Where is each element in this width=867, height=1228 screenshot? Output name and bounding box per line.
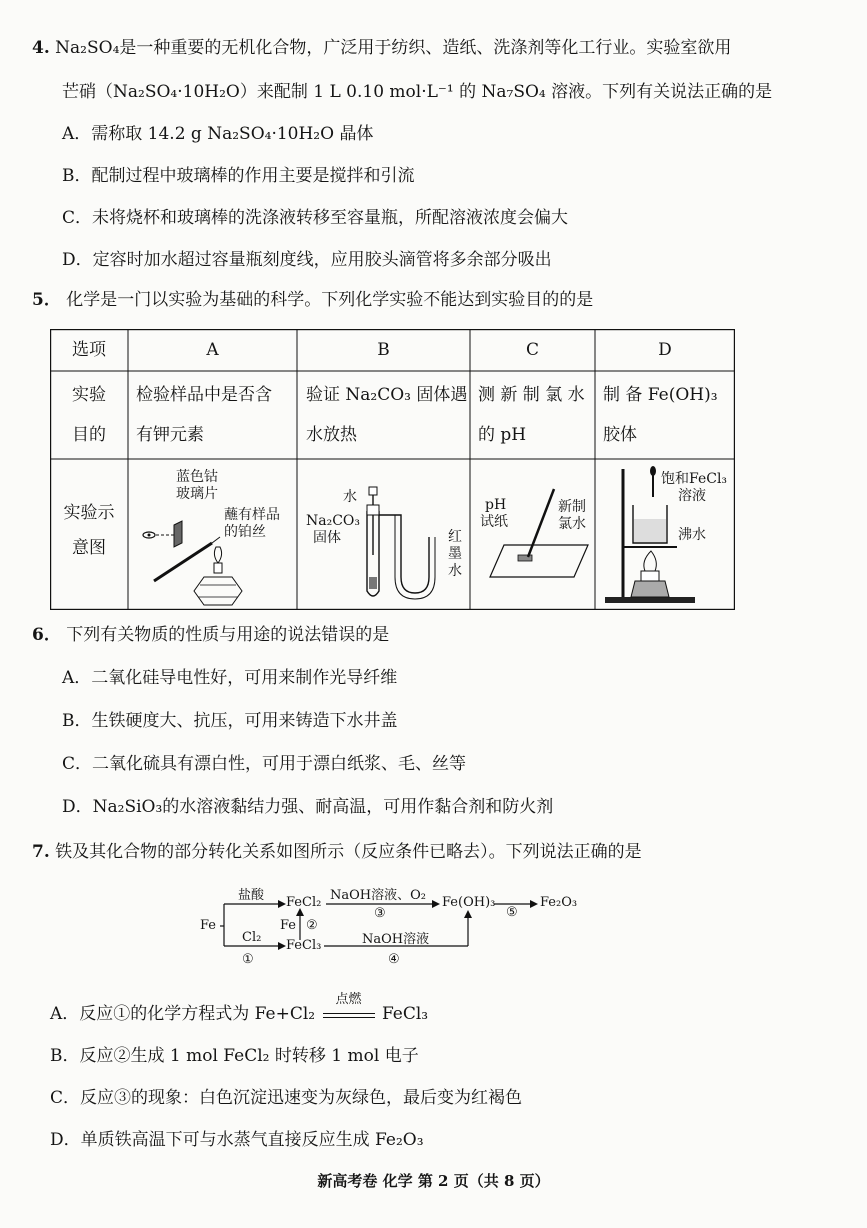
purpose-b-line1: 验证 Na₂CO₃ 固体遇 <box>306 385 468 405</box>
scheme-feoh3: Fe(OH)₃ <box>442 895 496 910</box>
purpose-b-line2: 水放热 <box>306 425 357 445</box>
q7-stem: 铁及其化合物的部分转化关系如图所示（反应条件已略去）。下列说法正确的是 <box>55 842 642 862</box>
scheme-num-2: ② <box>306 918 318 933</box>
q4-option-c: C．未将烧杯和玻璃棒的洗涤液转移至容量瓶，所配溶液浓度会偏大 <box>62 208 569 228</box>
condition-ignite: 点燃 <box>335 992 362 1007</box>
scheme-fecl3: FeCl₃ <box>286 938 322 953</box>
label-chlorine-water-1: 新制 <box>558 499 586 515</box>
q7-option-b: B．反应②生成 1 mol FeCl₂ 时转移 1 mol 电子 <box>50 1046 419 1066</box>
label-red-ink-1: 红 <box>448 529 462 545</box>
table-header-d: D <box>658 340 672 360</box>
q5-stem: 化学是一门以实验为基础的科学。下列化学实验不能达到实验目的的是 <box>66 290 594 310</box>
label-cobalt-glass-2: 玻璃片 <box>176 486 218 502</box>
label-pt-wire-1: 蘸有样品 <box>224 507 280 523</box>
q4-option-d: D．定容时加水超过容量瓶刻度线，应用胶头滴管将多余部分吸出 <box>62 250 552 270</box>
label-fecl3-2: 溶液 <box>678 488 706 504</box>
equals-sign <box>323 1013 375 1018</box>
q7-option-a-suffix: FeCl₃ <box>381 1004 429 1024</box>
q6-option-b: B．生铁硬度大、抗压，可用来铸造下水井盖 <box>62 711 398 731</box>
q6-number: 6． <box>32 625 61 645</box>
table-header-c: C <box>525 340 539 360</box>
scheme-num-4: ④ <box>388 952 400 967</box>
table-header-b: B <box>377 340 390 360</box>
row-label-diagram-2: 意图 <box>72 538 106 558</box>
q4-line1 <box>32 36 731 60</box>
scheme-naoh: NaOH溶液 <box>362 932 430 947</box>
purpose-c-line1: 测 新 制 氯 水 <box>478 385 585 405</box>
q6-stem-line <box>32 623 389 647</box>
scheme-hcl: 盐酸 <box>238 888 265 903</box>
label-na2co3: Na₂CO₃ <box>306 513 361 529</box>
q7-conversion-scheme <box>196 876 616 976</box>
label-fecl3-1: 饱和FeCl₃ <box>661 471 728 487</box>
scheme-naoh-o2: NaOH溶液、O₂ <box>330 888 426 903</box>
purpose-d-line2: 胶体 <box>603 425 637 445</box>
scheme-fecl2: FeCl₂ <box>286 895 322 910</box>
purpose-a-line1: 检验样品中是否含 <box>136 385 272 405</box>
q7-option-a-prefix: A．反应①的化学方程式为 Fe+Cl₂ <box>50 1004 316 1024</box>
purpose-d-line1: 制 备 Fe(OH)₃ <box>603 385 718 405</box>
label-pt-wire-2: 的铂丝 <box>224 524 266 540</box>
scheme-fe: Fe <box>200 918 217 933</box>
scheme-fe2o3: Fe₂O₃ <box>540 895 578 910</box>
page-footer: 新高考卷 化学 第 2 页（共 8 页） <box>317 1172 550 1190</box>
q5-stem-line <box>32 288 593 312</box>
q4-option-b: B．配制过程中玻璃棒的作用主要是搅拌和引流 <box>62 166 415 186</box>
q7-option-c: C．反应③的现象：白色沉淀迅速变为灰绿色，最后变为红褐色 <box>50 1088 523 1108</box>
q4-number: 4. <box>32 38 50 58</box>
label-solid: 固体 <box>313 530 341 546</box>
q6-option-c: C．二氧化硫具有漂白性，可用于漂白纸浆、毛、丝等 <box>62 754 467 774</box>
scheme-num-1: ① <box>242 952 254 967</box>
table-header-option: 选项 <box>72 340 106 360</box>
purpose-a-line2: 有钾元素 <box>136 425 204 445</box>
q5-number: 5． <box>32 290 61 310</box>
scheme-num-3: ③ <box>374 906 386 921</box>
label-chlorine-water-2: 氯水 <box>558 516 586 532</box>
label-ph: pH <box>485 497 507 513</box>
purpose-c-line2: 的 pH <box>478 425 527 445</box>
scheme-fe-reductant: Fe <box>280 918 297 933</box>
table-header-a: A <box>206 340 219 360</box>
q4-stem-line2: 芒硝（Na₂SO₄·10H₂O）来配制 1 L 0.10 mol·L⁻¹ 的 Na₇SO₄ 溶液。下列有关说法正确的是 <box>62 82 773 102</box>
label-red-ink-2: 墨 <box>448 546 462 562</box>
label-boiling-water: 沸水 <box>678 527 706 543</box>
q4-option-a: A．需称取 14.2 g Na₂SO₄·10H₂O 晶体 <box>62 124 374 144</box>
scheme-num-5: ⑤ <box>506 905 518 920</box>
q6-option-d: D．Na₂SiO₃的水溶液黏结力强、耐高温，可用作黏合剂和防火剂 <box>62 797 554 817</box>
q6-stem: 下列有关物质的性质与用途的说法错误的是 <box>66 625 390 645</box>
row-label-diagram-1: 实验示 <box>63 503 115 523</box>
q5-table <box>50 329 735 610</box>
q7-option-a <box>50 992 429 1026</box>
label-red-ink-3: 水 <box>448 563 462 579</box>
q7-number: 7. <box>32 842 50 862</box>
q6-option-a: A．二氧化硅导电性好，可用来制作光导纤维 <box>62 668 398 688</box>
label-water: 水 <box>343 489 357 505</box>
q4-stem-line1: Na₂SO₄是一种重要的无机化合物，广泛用于纺织、造纸、洗涤剂等化工行业。实验室欲用 <box>55 38 732 58</box>
row-label-purpose-2: 目的 <box>72 425 106 445</box>
label-test-paper: 试纸 <box>480 514 508 530</box>
diagram-c-ph-paper <box>470 459 595 610</box>
q7-option-d: D．单质铁高温下可与水蒸气直接反应生成 Fe₂O₃ <box>50 1130 424 1150</box>
label-cobalt-glass-1: 蓝色钴 <box>176 469 218 485</box>
row-label-purpose-1: 实验 <box>72 385 106 405</box>
scheme-cl2: Cl₂ <box>242 930 262 945</box>
q7-stem-line <box>32 840 642 864</box>
